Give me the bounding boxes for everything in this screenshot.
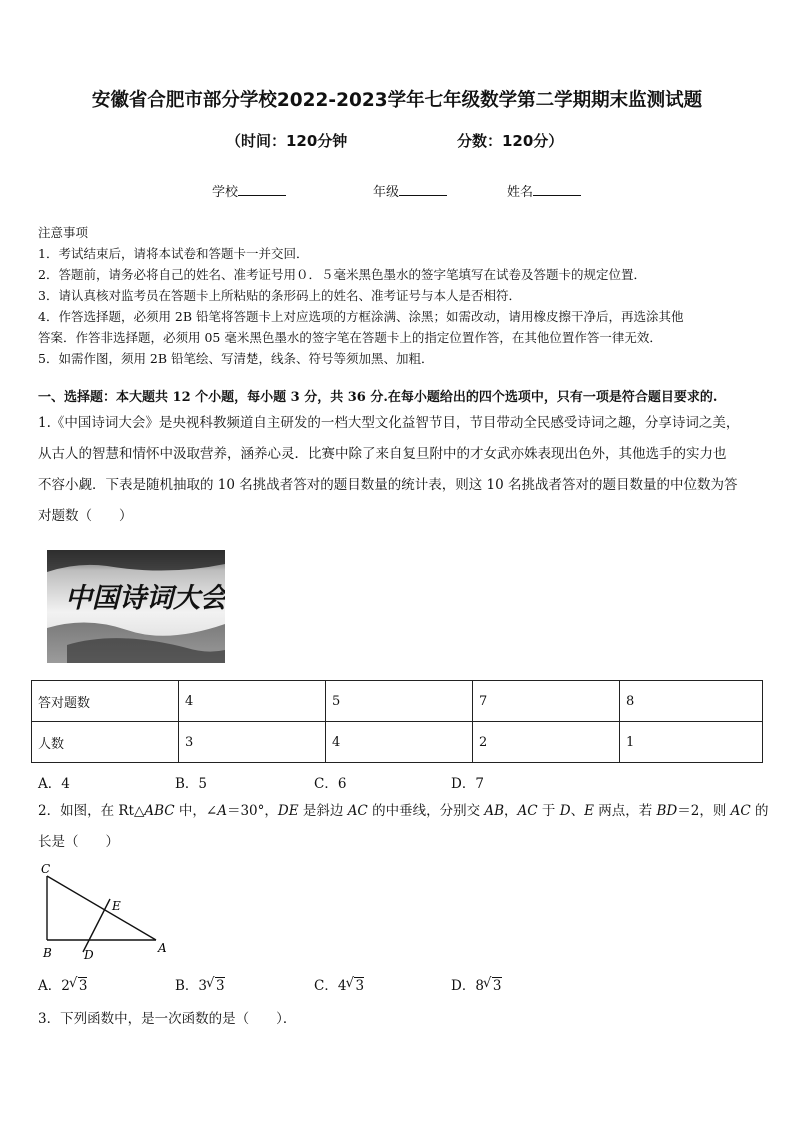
exam-time: （时间：120分钟 [226, 132, 348, 150]
poetry-contest-logo-art [47, 550, 225, 663]
table-cell: 5 [326, 681, 473, 722]
notice-item: 答案．作答非选择题，必须用 05 毫米黑色墨水的签字笔在答题卡上的指定位置作答，在其他位置作答一律无效． [38, 330, 662, 345]
label-e: E [112, 899, 121, 913]
poetry-contest-logo-text: 中国诗词大会 [65, 583, 225, 614]
school-field[interactable] [212, 181, 286, 200]
table-cell: 8 [620, 681, 763, 722]
school-blank[interactable] [238, 183, 286, 196]
triangle-figure [38, 862, 188, 962]
option-c[interactable]: C．4 √ 3 [314, 975, 365, 994]
option-d[interactable]: D．7 [451, 776, 484, 792]
table-cell: 2 [473, 722, 620, 763]
notice-item: 3．请认真核对监考员在答题卡上所粘贴的条形码上的姓名、准考证号与本人是否相符． [38, 288, 521, 303]
table-cell: 答对题数 [32, 681, 179, 722]
school-label: 学校 [212, 185, 239, 200]
notice-heading: 注意事项 [38, 225, 89, 240]
sqrt-symbol: √ 3 [345, 975, 365, 994]
table-cell: 3 [179, 722, 326, 763]
option-b[interactable]: B．3 √ 3 [175, 975, 225, 994]
perpendicular-bisector-de [83, 899, 110, 952]
question-1-options [0, 772, 794, 792]
notice-item: 2．答题前，请务必将自己的姓名、准考证号用０．５毫米黑色墨水的签字笔填写在试卷及答题卡的规定位置． [38, 267, 646, 282]
question-2-options [0, 974, 794, 996]
question-2-line: 2．如图，在 Rt△ABC 中，∠A＝30°，DE 是斜边 AC 的中垂线，分别交 AB，AC 于 D、E 两点，若 BD＝2，则 AC 的 [38, 803, 769, 819]
side-ca [47, 876, 156, 940]
name-blank[interactable] [533, 183, 581, 196]
question-3-line: 3．下列函数中，是一次函数的是（ ）． [38, 1011, 297, 1027]
exam-title: 安徽省合肥市部分学校2022-2023学年七年级数学第二学期期末监测试题 [91, 90, 703, 111]
option-d[interactable]: D．8 √ 3 [451, 975, 502, 994]
option-a[interactable]: A．2 √ 3 [38, 975, 88, 994]
option-b[interactable]: B．5 [175, 776, 208, 792]
label-c: C [41, 862, 51, 876]
grade-blank[interactable] [399, 183, 447, 196]
option-c[interactable]: C．6 [314, 776, 347, 792]
question-1-line: 1.《中国诗词大会》是央视科教频道自主研发的一档大型文化益智节目，节目带动全民感受诗词之趣，分享诗词之美， [38, 415, 740, 431]
exam-score: 分数：120分） [457, 132, 564, 150]
table-row [32, 681, 763, 722]
question-2-line: 长是（ ） [38, 834, 119, 850]
grade-field[interactable] [373, 181, 447, 200]
question-2-text [38, 796, 769, 858]
option-a[interactable]: A．4 [38, 776, 70, 792]
right-triangle-diagram [38, 862, 188, 962]
label-a: A [158, 941, 167, 955]
table-cell: 4 [179, 681, 326, 722]
table-row [32, 722, 763, 763]
grade-label: 年级 [373, 185, 400, 200]
answer-count-table [31, 680, 763, 763]
label-b: B [43, 946, 52, 960]
question-1-line: 从古人的智慧和情怀中汲取营养，涵养心灵．比赛中除了来自复旦附中的才女武亦姝表现出色外，其他选手的实力也 [38, 446, 727, 462]
name-label: 姓名 [507, 185, 534, 200]
poetry-contest-image [47, 550, 225, 663]
name-field[interactable] [507, 181, 581, 200]
sqrt-symbol: √ 3 [206, 975, 225, 994]
notice-block [38, 222, 762, 369]
table-cell: 4 [326, 722, 473, 763]
table-cell: 7 [473, 681, 620, 722]
label-d: D [84, 948, 94, 962]
notice-item: 4．作答选择题，必须用 2B 铅笔将答题卡上对应选项的方框涂满、涂黑；如需改动，请用橡皮擦干净后，再选涂其他 [38, 309, 684, 324]
notice-item: 1．考试结束后，请将本试卷和答题卡一并交回． [38, 246, 309, 261]
question-1-line: 对题数（ ） [38, 508, 133, 524]
sqrt-symbol: √ 3 [482, 975, 502, 994]
notice-item: 5．如需作图，须用 2B 铅笔绘、写清楚，线条、符号等须加黑、加粗． [38, 351, 434, 366]
question-1-text [38, 408, 762, 532]
question-1-line: 不容小觑．下表是随机抽取的 10 名挑战者答对的题目数量的统计表，则这 10 名挑战者答对的题目数量的中位数为答 [38, 477, 738, 493]
sqrt-symbol: √ 3 [68, 975, 88, 994]
section-heading: 一、选择题：本大题共 12 个小题，每小题 3 分，共 36 分.在每小题给出的四个选项中，只有一项是符合题目要求的. [38, 390, 718, 405]
question-3-text [38, 1004, 762, 1035]
table-cell: 人数 [32, 722, 179, 763]
table-cell: 1 [620, 722, 763, 763]
